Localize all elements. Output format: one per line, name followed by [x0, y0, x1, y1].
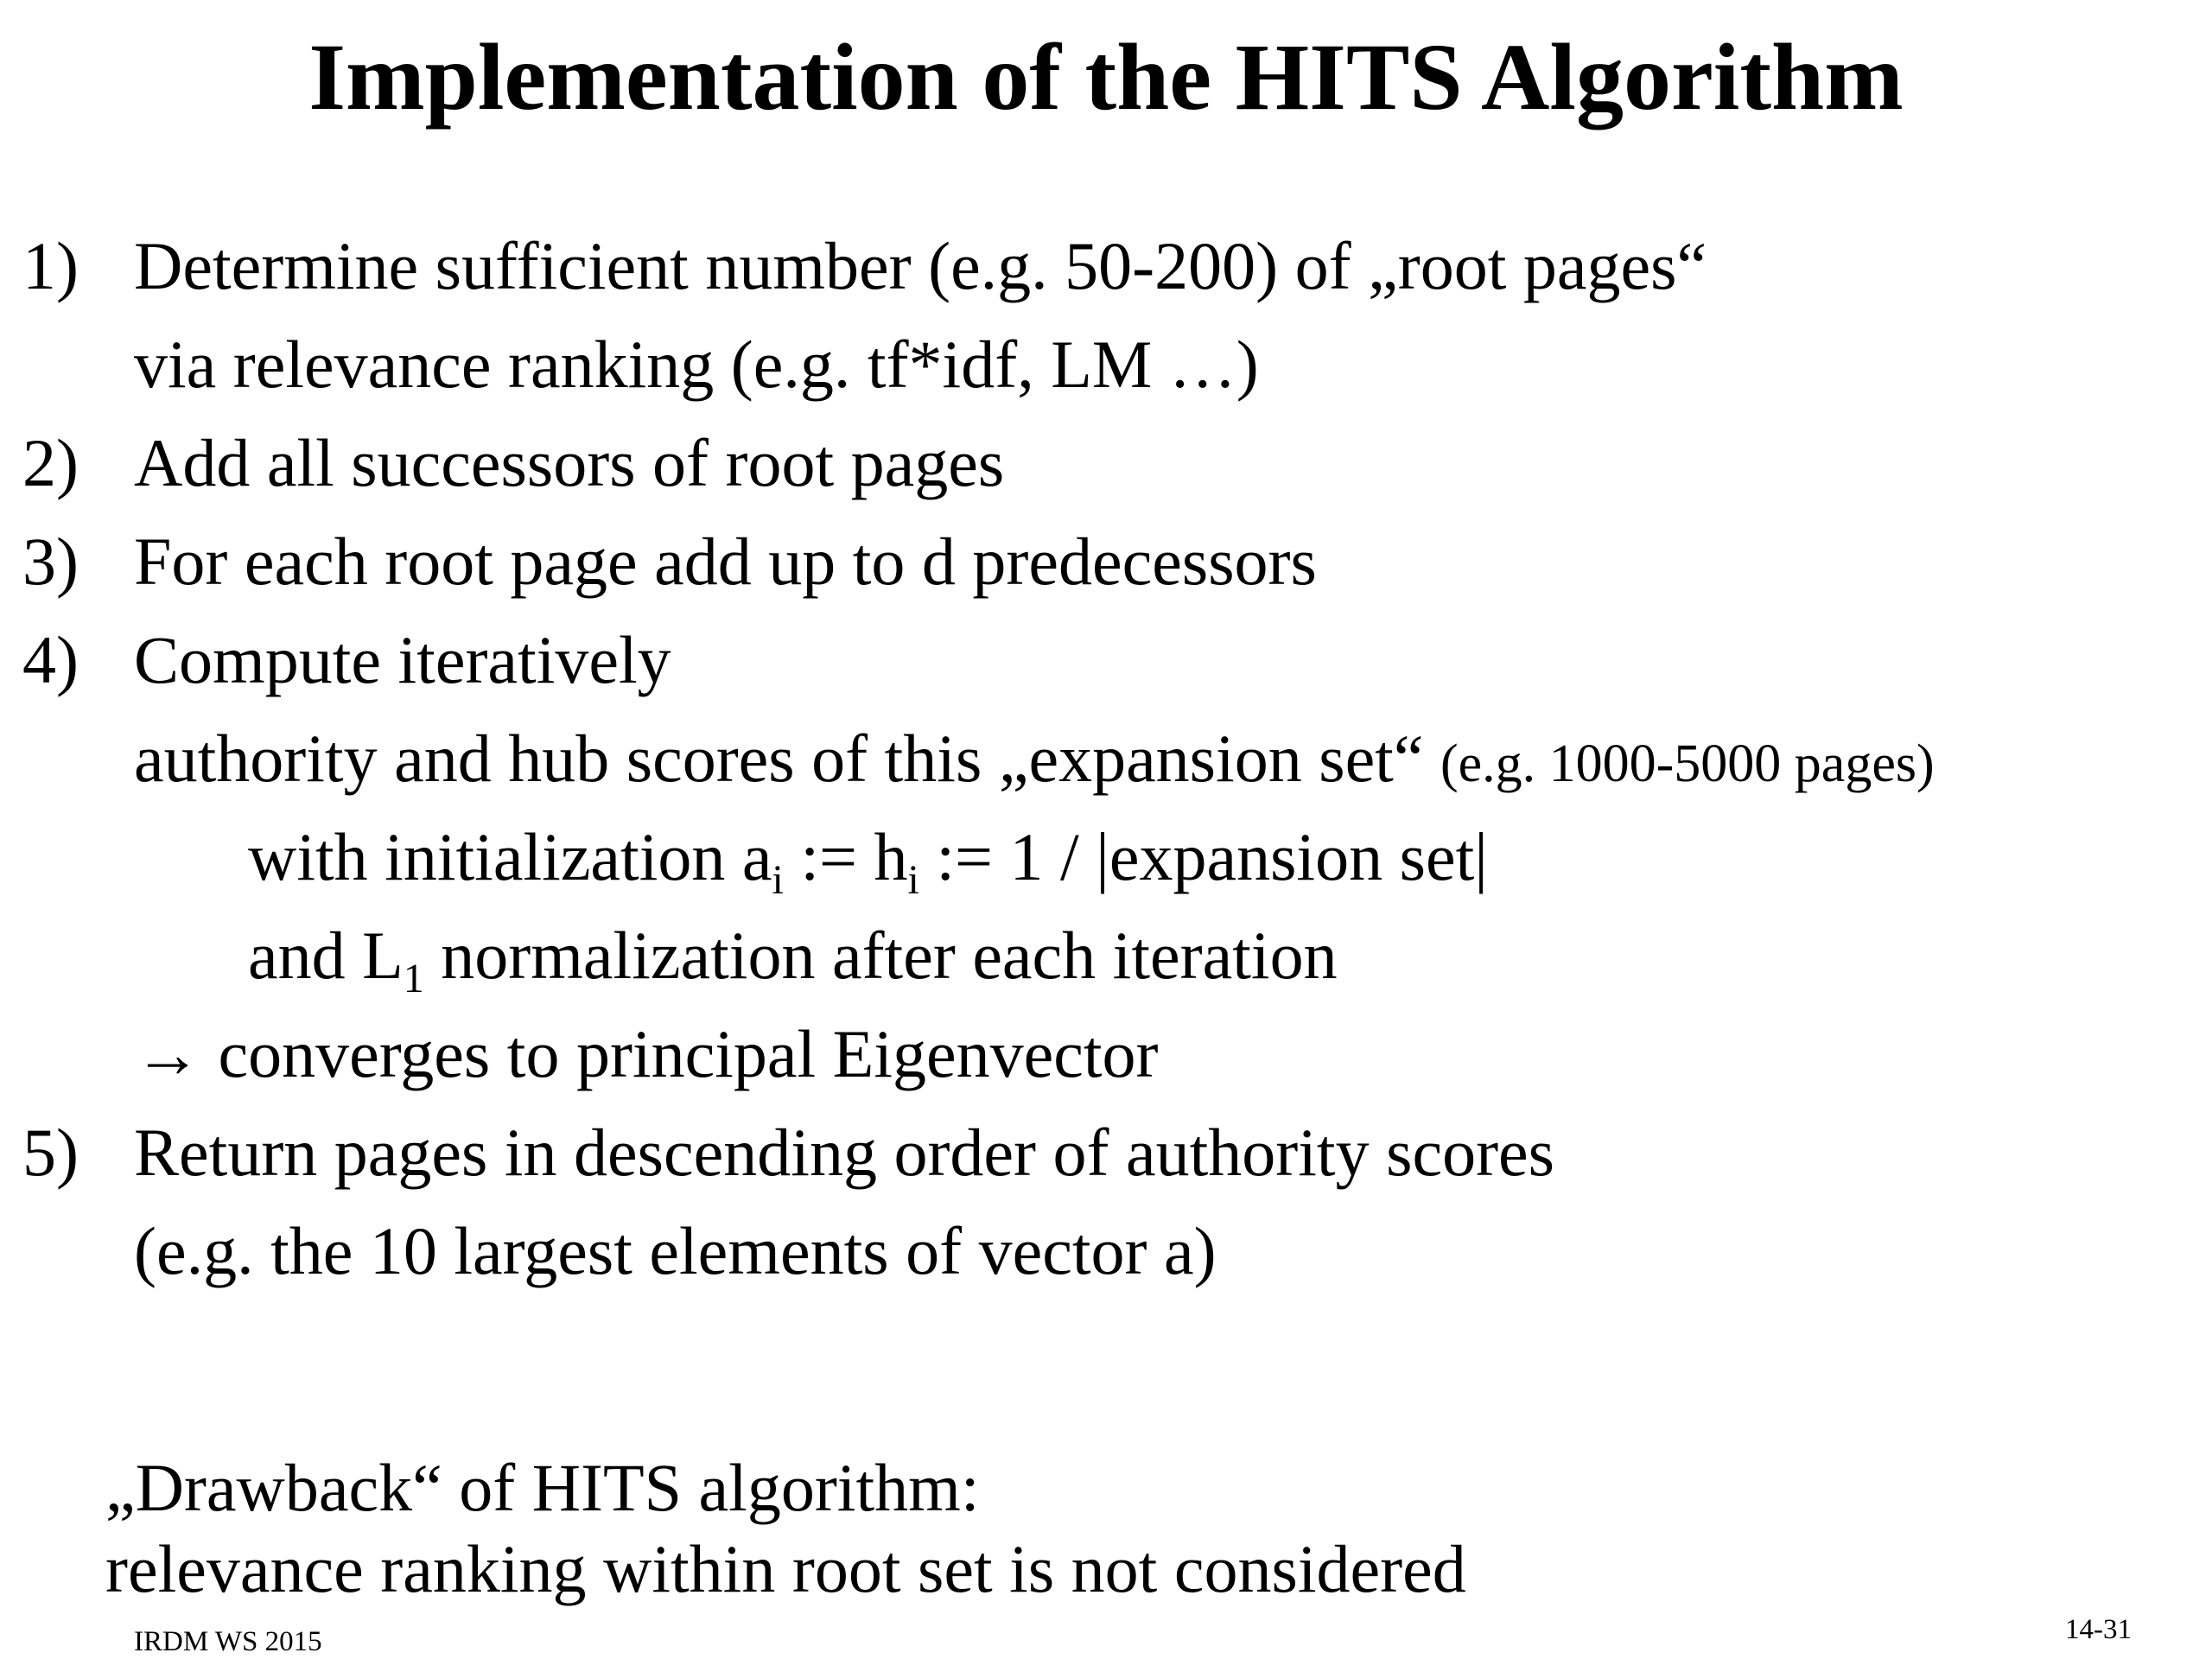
step-4-line-2	[134, 715, 1935, 807]
step-2-number: 2)	[22, 425, 79, 500]
step-4-expansion-example: (e.g. 1000-5000 pages)	[1440, 734, 1935, 793]
step-5-line-2: (e.g. the 10 largest elements of vector a)	[134, 1213, 1217, 1288]
init-subscript-a: i	[772, 857, 784, 903]
footer-page-number: 14-31	[2065, 1614, 2132, 1645]
step-5-number: 5)	[22, 1115, 79, 1190]
step-4-normalization	[248, 912, 1338, 999]
norm-prefix: and L	[248, 918, 404, 993]
norm-suffix: normalization after each iteration	[423, 918, 1338, 993]
init-suffix: := 1 / |expansion set|	[918, 819, 1488, 894]
step-2-line-1: Add all successors of root pages	[134, 425, 1005, 500]
step-4-convergence: → converges to principal Eigenvector	[134, 1016, 1159, 1091]
drawback-heading: „Drawback“ of HITS algorithm:	[105, 1450, 980, 1525]
drawback-text: relevance ranking within root set is not considered	[105, 1531, 1466, 1606]
step-3-line-1: For each root page add up to d predecessors	[134, 524, 1317, 599]
slide-title: Implementation of the HITS Algorithm	[308, 24, 1904, 130]
init-subscript-h: i	[907, 857, 919, 903]
step-1-number: 1)	[22, 228, 79, 303]
footer-course: IRDM WS 2015	[134, 1626, 322, 1657]
step-3-number: 3)	[22, 524, 79, 599]
step-1-line-2: via relevance ranking (e.g. tf*idf, LM …)	[134, 327, 1259, 402]
step-5-line-1: Return pages in descending order of authority scores	[134, 1115, 1555, 1190]
init-middle: := h	[783, 819, 908, 894]
norm-subscript: 1	[403, 956, 424, 1001]
step-4-number: 4)	[22, 622, 79, 697]
step-1-line-1: Determine sufficient number (e.g. 50-200) of „root pages“	[134, 228, 1707, 303]
step-4-expansion-text: authority and hub scores of this „expansion set“	[134, 721, 1424, 796]
step-4-initialization	[248, 814, 1488, 903]
init-prefix: with initialization a	[248, 819, 772, 894]
step-4-line-1: Compute iteratively	[134, 622, 671, 697]
